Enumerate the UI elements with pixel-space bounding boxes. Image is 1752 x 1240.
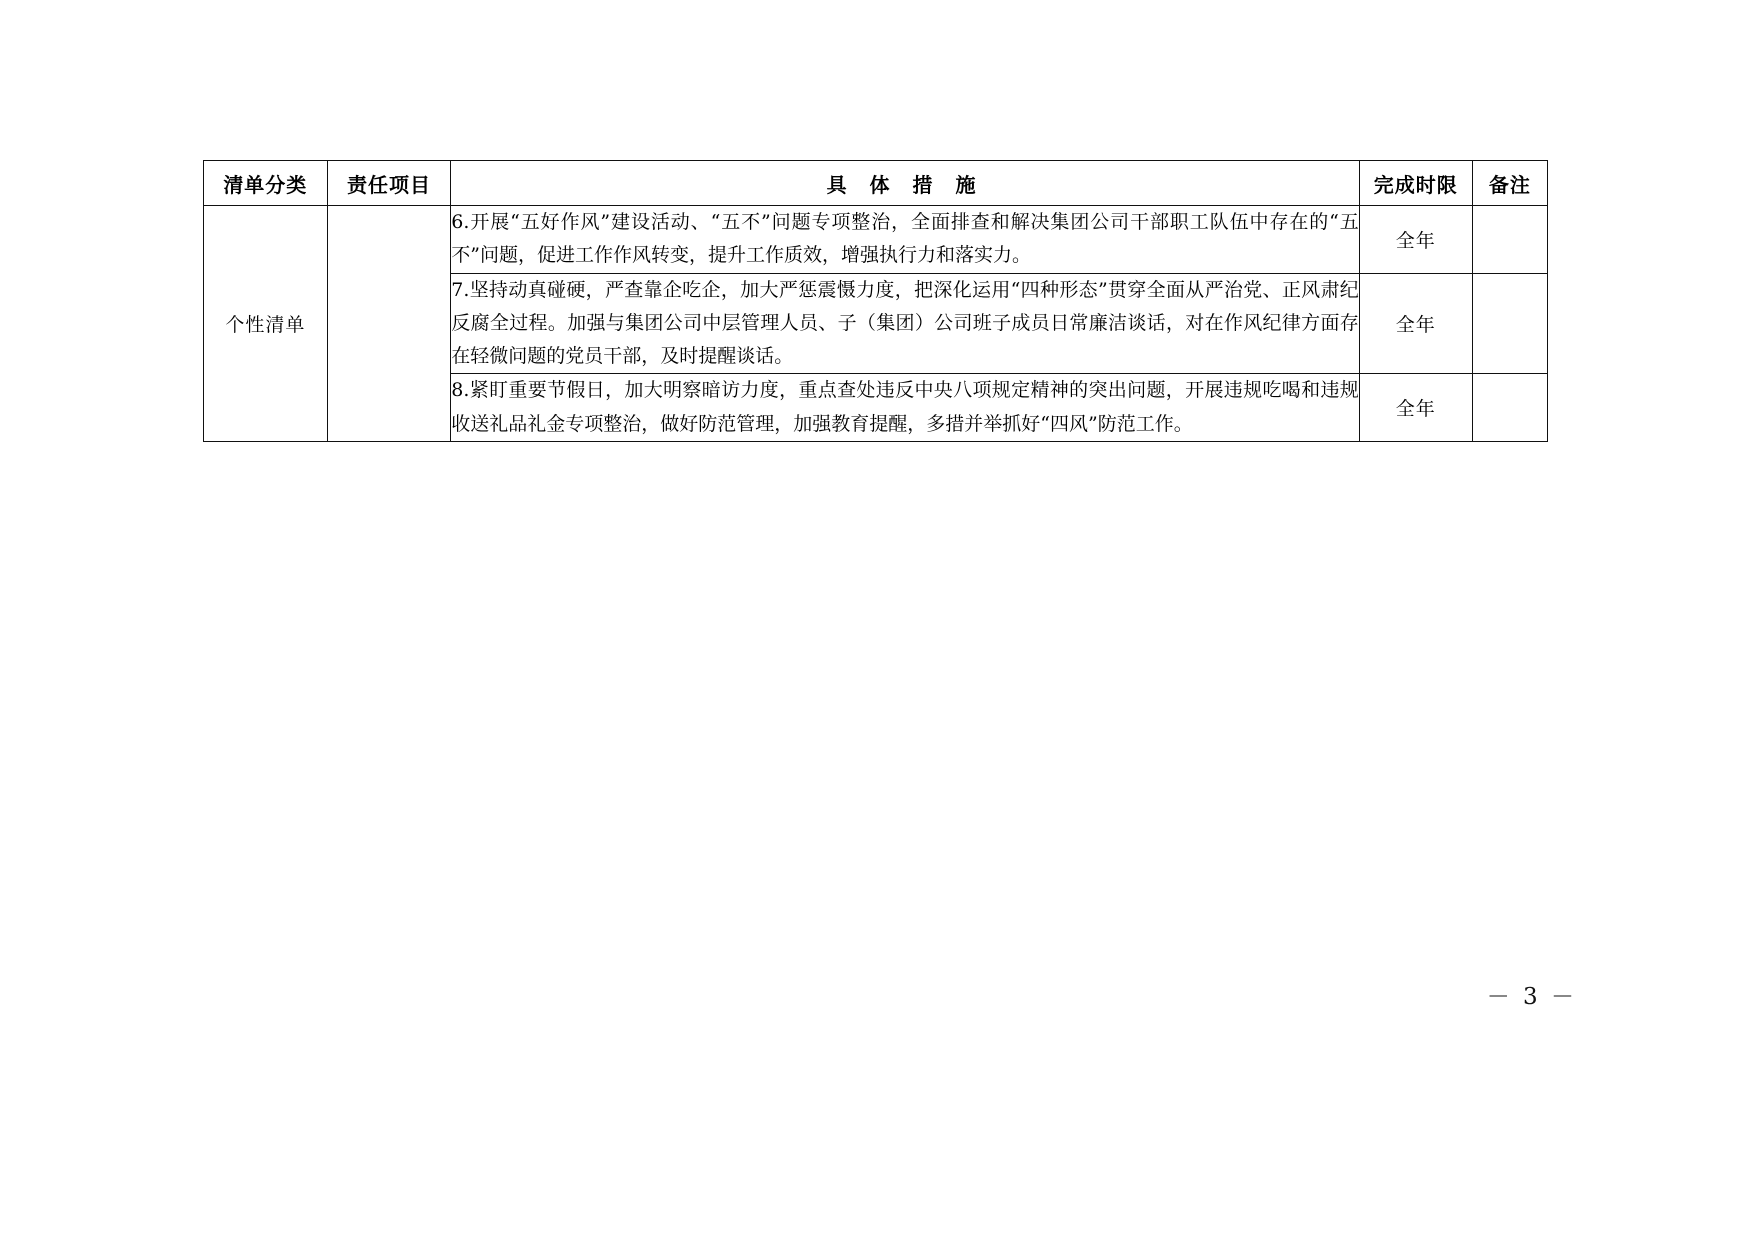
page-number: － 3 － [1486, 984, 1577, 1010]
cell-category: 个性清单 [204, 206, 328, 442]
cell-deadline: 全年 [1359, 273, 1472, 374]
cell-responsibility [327, 206, 451, 442]
table-row [204, 206, 1548, 274]
cell-deadline: 全年 [1359, 206, 1472, 274]
cell-measure: 7.坚持动真碰硬，严查靠企吃企，加大严惩震慑力度，把深化运用“四种形态”贯穿全面从严治党、正风肃纪反腐全过程。加强与集团公司中层管理人员、子（集团）公司班子成员日常廉洁谈话，对在作风纪律方面存在轻微问题的党员干部，及时提醒谈话。 [451, 273, 1360, 374]
header-category: 清单分类 [204, 161, 328, 206]
table-header-row [204, 161, 1548, 206]
cell-note [1472, 273, 1547, 374]
cell-note [1472, 374, 1547, 442]
cell-note [1472, 206, 1547, 274]
responsibility-list-table-wrapper [203, 160, 1548, 442]
header-responsibility: 责任项目 [327, 161, 451, 206]
header-note: 备注 [1472, 161, 1547, 206]
header-measures: 具 体 措 施 [451, 161, 1360, 206]
header-deadline: 完成时限 [1359, 161, 1472, 206]
cell-deadline: 全年 [1359, 374, 1472, 442]
responsibility-list-table [203, 160, 1548, 442]
cell-measure: 8.紧盯重要节假日，加大明察暗访力度，重点查处违反中央八项规定精神的突出问题，开展违规吃喝和违规收送礼品礼金专项整治，做好防范管理，加强教育提醒，多措并举抓好“四风”防范工作。 [451, 374, 1360, 442]
cell-measure: 6.开展“五好作风”建设活动、“五不”问题专项整治，全面排查和解决集团公司干部职工队伍中存在的“五不”问题，促进工作作风转变，提升工作质效，增强执行力和落实力。 [451, 206, 1360, 274]
